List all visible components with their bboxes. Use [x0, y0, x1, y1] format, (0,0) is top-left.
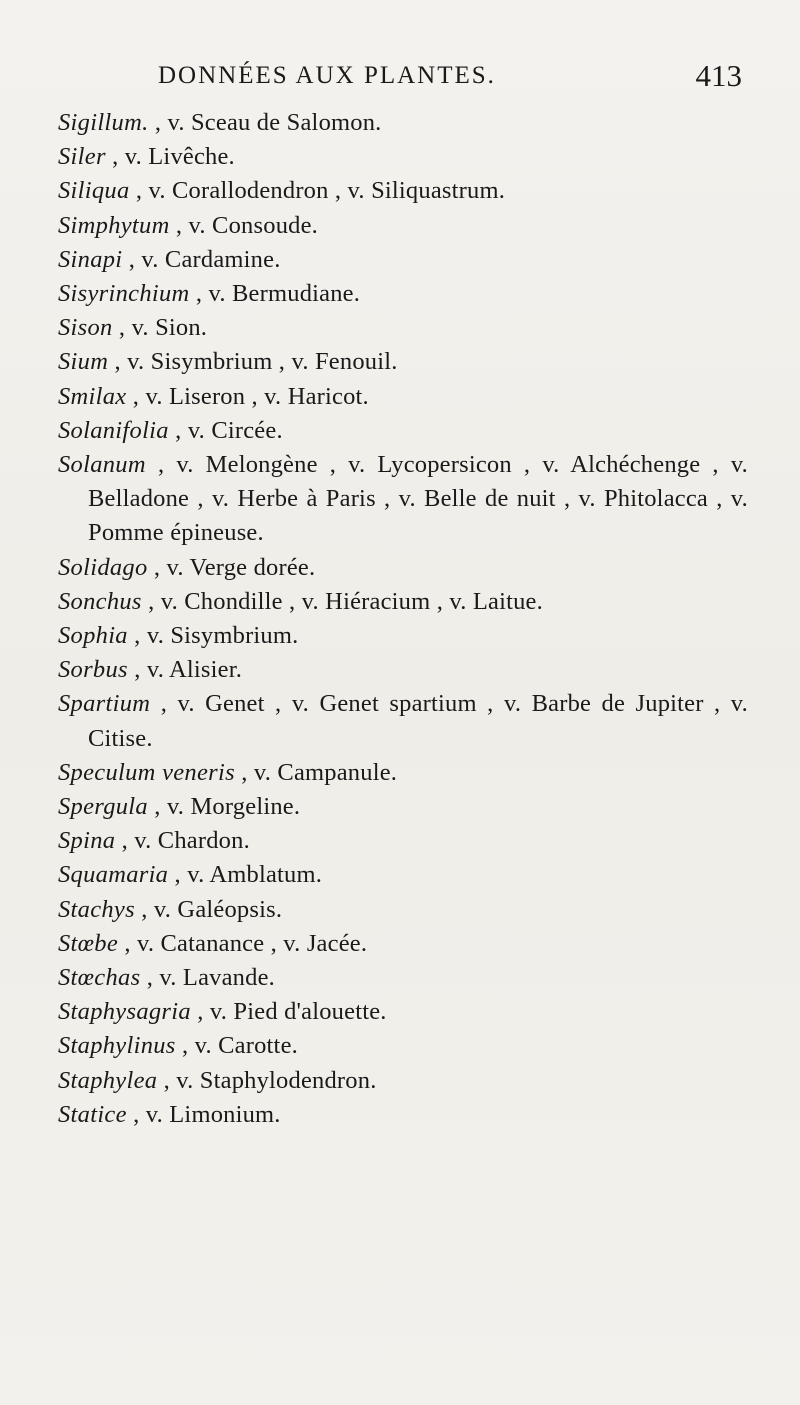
- entry-term: Solanifolia: [58, 416, 169, 444]
- entry-references: , v. Campanule.: [234, 758, 398, 786]
- index-entry: [58, 1098, 748, 1132]
- entry-term: Sonchus: [58, 587, 142, 615]
- index-entry: [58, 380, 748, 414]
- running-head: DONNÉES AUX PLANTES.: [158, 62, 496, 89]
- entry-term: Stœbe: [58, 929, 119, 957]
- entry-references: , v. Galéopsis.: [134, 895, 283, 923]
- entry-term: Spartium: [58, 690, 151, 718]
- entry-references: , v. Sion.: [112, 314, 208, 342]
- entry-references: , v. Genet , v. Genet spartium , v. Barbe de Jupiter , v. Citise.: [88, 690, 748, 752]
- entry-term: Statice: [58, 1100, 127, 1128]
- entry-references: , v. Verge dorée.: [147, 553, 316, 581]
- entry-references: , v. Staphylodendron.: [157, 1066, 377, 1094]
- index-entry: [58, 995, 748, 1029]
- entry-term: Siliqua: [58, 177, 130, 205]
- index-entry: [58, 243, 748, 277]
- index-entry: [58, 345, 748, 379]
- index-entry: [58, 277, 748, 311]
- index-entry: [58, 653, 748, 687]
- entry-term: Staphysagria: [58, 998, 191, 1026]
- index-entry: [58, 448, 748, 551]
- entry-term: Sophia: [58, 622, 128, 650]
- entry-term: Spina: [58, 827, 116, 855]
- index-entry: [58, 858, 748, 892]
- entry-references: , v. Corallodendron , v. Siliquastrum.: [129, 177, 506, 205]
- index-entry: [58, 893, 748, 927]
- entry-references: , v. Sisymbrium , v. Fenouil.: [108, 348, 398, 376]
- index-entry: [58, 414, 748, 448]
- index-entry: [58, 106, 748, 140]
- entry-references: , v. Sceau de Salomon.: [148, 109, 382, 136]
- index-entry: [58, 927, 748, 961]
- entry-term: Solidago: [58, 553, 148, 581]
- entry-references: , v. Consoude.: [169, 211, 318, 239]
- entry-term: Staphylinus: [58, 1032, 176, 1060]
- entry-references: , v. Catanance , v. Jacée.: [118, 929, 368, 957]
- index-entry: [58, 790, 748, 824]
- index-entry: [58, 687, 748, 755]
- index-entry: [58, 824, 748, 858]
- entry-term: Siler: [58, 143, 106, 171]
- index-entry: [58, 209, 748, 243]
- entry-references: , v. Alisier.: [127, 656, 243, 684]
- entry-references: , v. Sisymbrium.: [127, 622, 299, 650]
- entry-references: , v. Chardon.: [115, 827, 250, 855]
- entry-references: , v. Morgeline.: [147, 793, 301, 821]
- entry-term: Squamaria: [58, 861, 169, 889]
- entry-references: , v. Livêche.: [105, 143, 235, 171]
- entry-term: Sigillum.: [58, 109, 149, 136]
- entry-references: , v. Circée.: [168, 416, 283, 444]
- index-entry: [58, 1029, 748, 1063]
- entry-term: Stœchas: [58, 964, 141, 992]
- index-entries: [58, 106, 748, 1132]
- entry-term: Staphylea: [58, 1066, 158, 1094]
- index-entry: [58, 619, 748, 653]
- entry-references: , v. Bermudiane.: [189, 280, 361, 308]
- entry-references: , v. Liseron , v. Haricot.: [126, 382, 369, 410]
- entry-term: Stachys: [58, 895, 135, 923]
- entry-term: Sisyrinchium: [58, 280, 190, 308]
- entry-term: Sium: [58, 348, 109, 376]
- entry-references: , v. Amblatum.: [168, 861, 323, 889]
- entry-references: , v. Cardamine.: [122, 245, 281, 273]
- index-entry: [58, 1064, 748, 1098]
- entry-term: Simphytum: [58, 211, 170, 239]
- entry-term: Solanum: [58, 451, 146, 479]
- index-entry: [58, 585, 748, 619]
- entry-references: , v. Pied d'alouette.: [190, 998, 387, 1026]
- entry-references: , v. Carotte.: [175, 1032, 298, 1060]
- entry-term: Speculum veneris: [58, 758, 235, 786]
- entry-references: , v. Lavande.: [140, 964, 275, 992]
- index-entry: [58, 174, 748, 208]
- page-header: [158, 58, 742, 102]
- entry-references: , v. Melongène , v. Lycopersicon , v. Alchéchenge , v. Belladone , v. Herbe à Paris , v. Belle de nuit , v. Phitolacca , v. Pomme épineuse.: [88, 451, 748, 547]
- index-entry: [58, 551, 748, 585]
- index-entry: [58, 311, 748, 345]
- entry-references: , v. Limonium.: [126, 1100, 281, 1128]
- entry-term: Spergula: [58, 793, 148, 821]
- entry-references: , v. Chondille , v. Hiéracium , v. Laitue.: [141, 587, 543, 615]
- entry-term: Sinapi: [58, 245, 123, 273]
- index-entry: [58, 961, 748, 995]
- entry-term: Smilax: [58, 382, 127, 410]
- index-entry: [58, 140, 748, 174]
- entry-term: Sison: [58, 314, 113, 342]
- entry-term: Sorbus: [58, 656, 128, 684]
- page-number: 413: [695, 58, 742, 93]
- index-entry: [58, 756, 748, 790]
